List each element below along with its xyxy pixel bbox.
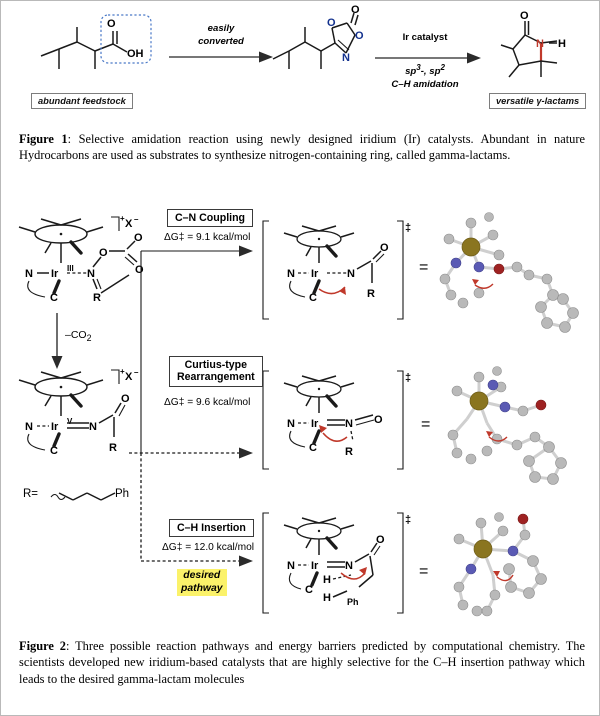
dioxazolone-ring-o1: O (327, 17, 336, 29)
dioxazolone-ring-n: N (342, 52, 350, 64)
desired-pathway-highlight (177, 569, 227, 596)
catalyst-2-structure (19, 367, 139, 457)
catalyst-2-counterion-charge: – (134, 368, 139, 377)
catalyst-1-carbonyl-o2: O (135, 264, 144, 276)
figure-1-caption-text: : Selective amidation reaction using newly designed iridium (Ir) catalysts. Abundant in nature Hydrocarbons are used as substrates to synthesize nitrogen-containing ring, called gamma-lactams. (19, 132, 585, 163)
ts-3-ligand-n: N (287, 560, 295, 572)
catalyst-1-counterion: X (125, 218, 133, 230)
co2-loss-arrow (52, 313, 63, 369)
arrow-1 (169, 52, 273, 63)
equals-sign-3: = (419, 563, 429, 580)
ts-3-hydrogen-2: H (323, 592, 331, 604)
lactam-carbonyl-o: O (520, 10, 529, 22)
ts-2-structure (263, 371, 411, 469)
pathway-2-energy: ΔG‡ = 9.6 kcal/mol (164, 397, 251, 408)
model-3d-curtius (448, 367, 567, 485)
catalyst-1-r-group: R (93, 292, 101, 304)
arrow-2-condition-line-1: $sp^3-$, $sp^2$ (405, 63, 445, 78)
model-3d-oxygen-atom (494, 264, 504, 274)
pathway-2-name (169, 356, 263, 387)
figure-1-scheme (1, 1, 600, 126)
reactant-structure (41, 15, 151, 69)
arrow-2-catalyst-label: Ir catalyst (402, 32, 448, 43)
abundant-feedstock-tag: abundant feedstock (31, 93, 133, 109)
catalyst-2-r-group: R (109, 442, 117, 454)
lactam-nh-hydrogen: H (558, 38, 566, 50)
model-3d-ch-insertion (454, 513, 547, 617)
catalyst-2-oxidation-state: V (67, 417, 73, 426)
desired-pathway-line-2: pathway (181, 582, 223, 594)
figure-2-caption (19, 638, 585, 687)
ts-3-phenyl: Ph (347, 597, 359, 607)
ts-1-r-group: R (367, 288, 375, 300)
ts-3-ligand-c: C (305, 584, 313, 596)
gamma-lactam-structure (501, 10, 566, 77)
ts-1-carbonyl-o: O (380, 242, 389, 254)
ts-3-structure (263, 513, 411, 613)
pathway-2-name-line-2: Rearrangement (177, 371, 255, 384)
catalyst-1-charge: + (120, 214, 125, 223)
dioxazolone-ring-o2: O (355, 30, 364, 42)
catalyst-1-carbonyl-o1: O (134, 232, 143, 244)
arrow-1-condition-line-2: converted (198, 36, 244, 47)
r-group-label: R= (23, 488, 39, 500)
desired-pathway-line-1: desired (183, 570, 221, 581)
arrow-2-condition-line-2: C–H amidation (391, 79, 459, 90)
figure-2-caption-text: : Three possible reaction pathways and energy barriers predicted by computational chemistry. The scientists developed new iridium-based catalysts that are highly selective for the C–H insertion pathway which leads to the desired gamma-lactam molecules (19, 639, 586, 686)
ts-3-double-dagger: ‡ (405, 514, 412, 526)
model-3d-cn-coupling (440, 213, 579, 333)
figure-1-caption-label: Figure 1 (19, 132, 68, 146)
equals-sign-2: = (421, 416, 431, 433)
ts-2-double-dagger: ‡ (405, 372, 412, 384)
pathway-3-energy: ΔG‡ = 12.0 kcal/mol (162, 542, 255, 553)
ts-2-ligand-c: C (309, 442, 317, 454)
figure-2-caption-label: Figure 2 (19, 639, 66, 653)
pathway-3-name: C–H Insertion (169, 519, 254, 537)
lactam-nitrogen: N (536, 38, 544, 50)
catalyst-2-ligand-n: N (25, 421, 33, 433)
ts-1-ligand-n: N (287, 268, 295, 280)
arrow-1-condition-line-1: easily (207, 23, 235, 34)
ts-1-metal: Ir (311, 268, 319, 280)
ts-2-carbonyl-o: O (374, 414, 383, 426)
catalyst-2-ligand-c: C (50, 445, 58, 457)
ts-2-nitrene-n: N (345, 418, 353, 430)
pathway-1-energy: ΔG‡ = 9.1 kcal/mol (164, 232, 251, 243)
ts-2-r-group: R (345, 446, 353, 458)
catalyst-1-amide-n: N (87, 268, 95, 280)
ts-1-ligand-c: C (309, 292, 317, 304)
versatile-lactams-tag: versatile γ-lactams (489, 93, 586, 109)
ts-2-ligand-n: N (287, 418, 295, 430)
catalyst-1-ring-o: O (99, 247, 108, 259)
reactant-hydroxyl: OH (127, 48, 144, 60)
catalyst-1-metal: Ir (51, 268, 59, 280)
pathway-1-name: C–N Coupling (167, 209, 253, 227)
catalyst-1-structure (19, 214, 144, 304)
catalyst-2-charge: + (120, 367, 125, 376)
catalyst-2-nitrene-n: N (89, 421, 97, 433)
catalyst-1-ligand-c: C (50, 292, 58, 304)
co2-loss-label: $-CO_2$ (65, 329, 92, 344)
reactant-carbonyl-o: O (107, 18, 116, 30)
ts-3-carbonyl-o: O (376, 534, 385, 546)
figure-1-caption (19, 131, 585, 164)
ts-1-double-dagger: ‡ (405, 222, 412, 234)
catalyst-2-metal: Ir (51, 421, 59, 433)
catalyst-1-oxidation-state: III (67, 264, 74, 273)
model-3d-iridium-atom (462, 238, 480, 256)
ts-1-amide-n: N (347, 268, 355, 280)
r-group-phenyl-label: Ph (115, 488, 130, 500)
dioxazolone-structure (273, 4, 364, 69)
ts-1-structure (263, 221, 411, 319)
pathway-2-name-line-1: Curtius-type (184, 359, 248, 371)
dioxazolone-carbonyl-o: O (351, 4, 360, 16)
catalyst-1-ligand-n: N (25, 268, 33, 280)
equals-sign-1: = (419, 259, 429, 276)
ts-3-hydrogen-1: H (323, 574, 331, 586)
catalyst-2-carbonyl-o: O (121, 393, 130, 405)
ts-3-nitrene-n: N (345, 560, 353, 572)
catalyst-2-counterion: X (125, 371, 133, 383)
figure-2-graphic (1, 201, 600, 626)
model-3d-nitrogen-atom (451, 258, 461, 268)
r-group-definition-structure (51, 493, 115, 500)
ts-2-metal: Ir (311, 418, 319, 430)
arrow-2 (375, 53, 481, 64)
figure-2-scheme (1, 201, 600, 626)
ts-3-metal: Ir (311, 560, 319, 572)
catalyst-1-counterion-charge: – (134, 215, 139, 224)
